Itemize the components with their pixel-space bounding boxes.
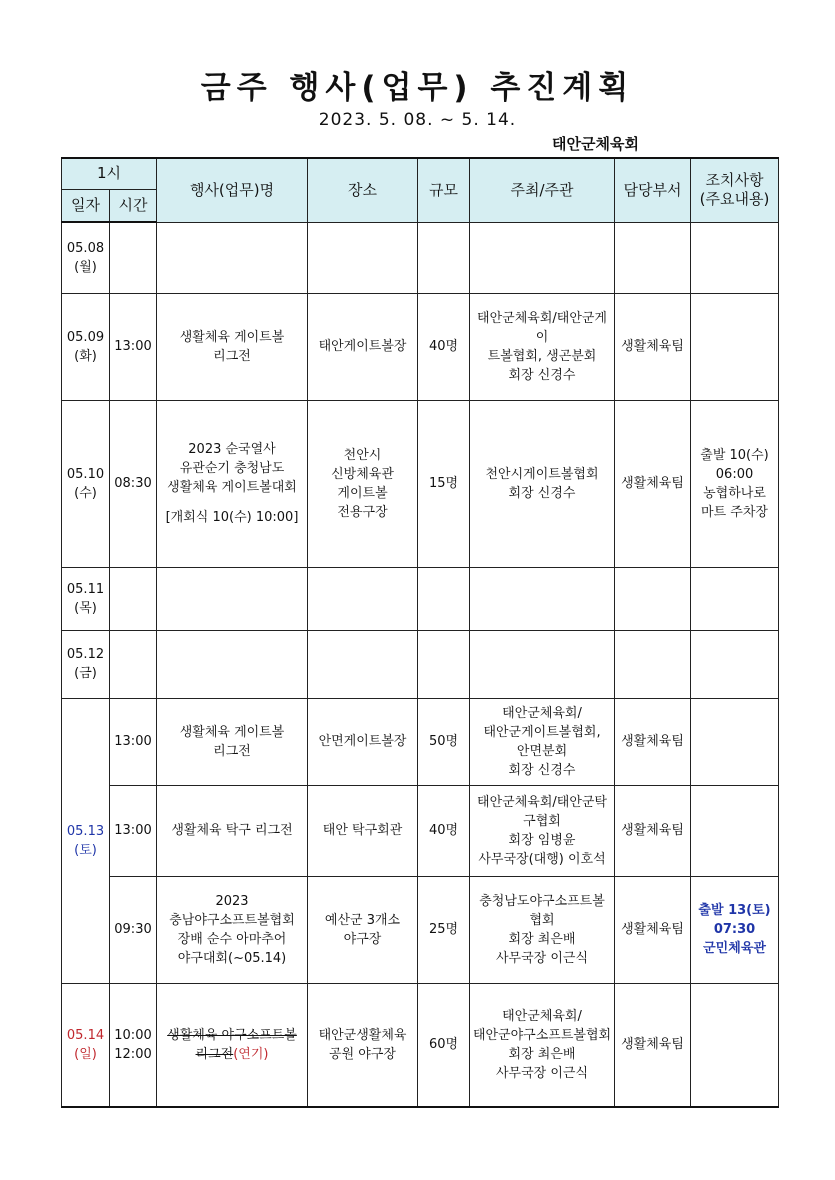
scale-text: 40명: [428, 823, 459, 838]
table-row: [62, 630, 779, 698]
text-line: 천안시게이트볼협회: [485, 466, 599, 482]
scale-cell: [418, 567, 470, 630]
text-line: 신방체육관: [331, 466, 394, 482]
text-line: 생활체육 게이트볼: [179, 329, 285, 345]
day-text: (금): [74, 666, 97, 681]
event-cell: [157, 567, 308, 630]
event-cell: [157, 983, 308, 1107]
text-line: 태안군생활체육: [318, 1027, 407, 1043]
text-line: 태안군게이트볼협회,: [483, 724, 601, 740]
time-text: 09:30: [114, 922, 152, 937]
schedule-table: [61, 157, 779, 1108]
time-text: 13:00: [114, 823, 152, 838]
header-event: 행사(업무)명: [157, 158, 308, 222]
action-cell: [691, 785, 779, 876]
time-text: 10:00: [114, 1027, 152, 1043]
host-cell: [470, 983, 615, 1107]
scale-cell: [418, 400, 470, 567]
date-text: 05.11: [66, 581, 105, 597]
host-cell: [470, 698, 615, 785]
text-line: 태안게이트볼장: [318, 339, 407, 354]
text-line: 생활체육 게이트볼: [179, 724, 285, 740]
text-line: 안면게이트볼장: [318, 734, 407, 749]
host-cell: [470, 293, 615, 400]
text-line: 전용구장: [337, 504, 388, 520]
header-time: 시간: [110, 189, 157, 222]
event-cell: [157, 785, 308, 876]
action-cell: [691, 698, 779, 785]
action-cell: [691, 983, 779, 1107]
event-cell: [157, 698, 308, 785]
day-text: (토): [74, 842, 97, 858]
text-line: 트볼협회, 생곤분회: [487, 348, 597, 364]
time-cell: [110, 293, 157, 400]
scale-text: 40명: [428, 339, 459, 354]
action-cell: [691, 400, 779, 567]
header-host: 주최/주관: [470, 158, 615, 222]
table-row: [62, 983, 779, 1107]
text-line: 농협하나로: [703, 485, 766, 501]
table-row: [62, 698, 779, 785]
scale-cell: [418, 293, 470, 400]
dept-cell: [615, 630, 691, 698]
text-line: 생활체육 탁구 리그전: [171, 823, 293, 838]
event-cell: [157, 630, 308, 698]
dept-text: 생활체육팀: [621, 1037, 684, 1053]
scale-text: 60명: [428, 1037, 459, 1053]
header-place: 장소: [308, 158, 418, 222]
text-line: 협회: [529, 912, 555, 928]
text-line: 사무국장(대행) 이호석: [478, 851, 606, 867]
day-text: (목): [74, 600, 97, 616]
scale-cell: [418, 222, 470, 293]
text-line: 태안군야구소프트볼협회: [472, 1027, 612, 1043]
day-text: (화): [74, 348, 97, 364]
event-cell: [157, 222, 308, 293]
place-cell: [308, 222, 418, 293]
time-cell: [110, 876, 157, 983]
place-cell: [308, 698, 418, 785]
scale-cell: [418, 876, 470, 983]
organization: 태안군체육회: [552, 135, 639, 153]
scale-cell: [418, 698, 470, 785]
text-line: 태안군체육회/태안군탁: [477, 794, 607, 810]
text-line: 게이트볼: [337, 485, 388, 501]
date-cell: [62, 293, 110, 400]
text-line: 생활체육 야구소프트볼: [167, 1027, 297, 1043]
host-cell: [470, 567, 615, 630]
dept-text: 생활체육팀: [621, 476, 684, 491]
table-row: [62, 293, 779, 400]
header-action-line1: 조치사항: [705, 171, 764, 190]
place-cell: [308, 400, 418, 567]
time-cell: [110, 400, 157, 567]
header-scale: 규모: [418, 158, 470, 222]
dept-text: 생활체육팀: [621, 922, 684, 937]
date-text: 05.12: [66, 647, 105, 662]
action-cell: [691, 567, 779, 630]
dept-cell: [615, 222, 691, 293]
date-text: 05.09: [66, 329, 105, 345]
action-cell: [691, 630, 779, 698]
text-line: 마트 주차장: [701, 504, 768, 520]
date-cell: [62, 698, 110, 983]
text-line: 회장 최은배: [508, 931, 576, 947]
scale-cell: [418, 630, 470, 698]
text-line: 07:30: [713, 922, 756, 937]
dept-cell: [615, 876, 691, 983]
text-line: 구협회: [523, 813, 561, 829]
text-line: 안면분회: [516, 743, 568, 759]
text-line: 출발 13(토): [698, 903, 771, 918]
day-text: (수): [74, 485, 97, 501]
scale-cell: [418, 785, 470, 876]
action-cell: [691, 876, 779, 983]
time-end-text: 12:00: [114, 1046, 152, 1062]
dept-cell: [615, 400, 691, 567]
event-suffix: (연기): [233, 1046, 269, 1062]
table-row: [62, 785, 779, 876]
scale-text: 50명: [428, 734, 459, 749]
action-cell: [691, 222, 779, 293]
dept-cell: [615, 785, 691, 876]
dept-text: 생활체육팀: [621, 339, 684, 354]
date-cell: [62, 567, 110, 630]
date-text: 05.10: [66, 466, 105, 482]
place-cell: [308, 876, 418, 983]
time-cell: [110, 567, 157, 630]
date-text: 05.14: [66, 1027, 105, 1043]
text-line: 회장 최은배: [508, 1046, 576, 1062]
table-row: [62, 567, 779, 630]
time-text: 08:30: [114, 476, 152, 491]
time-cell: [110, 698, 157, 785]
time-cell: [110, 983, 157, 1107]
place-cell: [308, 983, 418, 1107]
text-line: 충청남도야구소프트볼: [479, 893, 605, 909]
action-cell: [691, 293, 779, 400]
text-line: 사무국장 이근식: [495, 950, 589, 966]
text-line: 야구대회(~05.14): [177, 950, 287, 966]
header-action: [691, 158, 779, 222]
date-cell: [62, 222, 110, 293]
place-cell: [308, 293, 418, 400]
text-line: 태안 탁구회관: [322, 823, 403, 838]
time-cell: [110, 630, 157, 698]
date-text: 05.08: [66, 240, 105, 256]
dept-cell: [615, 293, 691, 400]
scale-text: 25명: [428, 922, 459, 937]
text-line: 장배 순수 아마추어: [177, 931, 287, 947]
text-line: 06:00: [715, 466, 754, 482]
page-title: 금주 행사(업무) 추진계획: [200, 70, 635, 106]
header-date: 일자: [62, 189, 110, 222]
scale-text: 15명: [428, 476, 459, 491]
text-line: 사무국장 이근식: [495, 1065, 589, 1081]
text-line: 태안군체육회/: [502, 705, 582, 721]
text-line: 회장 신경수: [508, 762, 576, 778]
host-cell: [470, 876, 615, 983]
text-line: 태안군체육회/태안군게이: [477, 310, 607, 345]
dept-cell: [615, 698, 691, 785]
dept-cell: [615, 567, 691, 630]
time-text: 13:00: [114, 734, 152, 749]
table-row: [62, 222, 779, 293]
text-line: 회장 신경수: [508, 367, 576, 383]
day-text: (월): [74, 259, 97, 275]
table-row: [62, 400, 779, 567]
day-text: (일): [74, 1046, 97, 1062]
event-cell: [157, 293, 308, 400]
table-row: [62, 876, 779, 983]
time-text: 13:00: [114, 339, 152, 354]
text-line: 리그전: [195, 1046, 234, 1062]
header-dept: 담당부서: [615, 158, 691, 222]
host-cell: [470, 222, 615, 293]
text-line: 충남야구소프트볼협회: [169, 912, 295, 928]
place-cell: [308, 630, 418, 698]
text-line: 회장 신경수: [508, 485, 576, 501]
date-text: 05.13: [66, 823, 105, 839]
header-action-line2: (주요내용): [699, 190, 770, 209]
period: 2023. 5. 08. ~ 5. 14.: [318, 110, 517, 130]
event-cell: [157, 400, 308, 567]
date-cell: [62, 630, 110, 698]
time-cell: [110, 222, 157, 293]
date-cell: [62, 983, 110, 1107]
text-line: 출발 10(수): [700, 447, 769, 463]
text-line: 유관순기 충청남도: [179, 461, 285, 476]
text-line: 태안군체육회/: [502, 1008, 582, 1024]
dept-text: 생활체육팀: [621, 734, 684, 749]
scale-cell: [418, 983, 470, 1107]
text-line: 2023: [215, 893, 249, 909]
place-cell: [308, 567, 418, 630]
dept-cell: [615, 983, 691, 1107]
text-line: 공원 야구장: [329, 1046, 396, 1062]
text-line: 2023 순국열사: [188, 442, 276, 457]
dept-text: 생활체육팀: [621, 823, 684, 838]
date-cell: [62, 400, 110, 567]
text-line: 군민체육관: [703, 941, 766, 956]
event-cell: [157, 876, 308, 983]
text-line: 예산군 3개소: [324, 912, 401, 928]
place-cell: [308, 785, 418, 876]
time-cell: [110, 785, 157, 876]
header-group: 1시: [62, 158, 157, 189]
event-note: [개회식 10(수) 10:00]: [165, 510, 299, 525]
text-line: 리그전: [213, 348, 251, 364]
text-line: 생활체육 게이트볼대회: [167, 480, 297, 495]
text-line: 야구장: [343, 931, 382, 947]
text-line: 천안시: [343, 447, 382, 463]
host-cell: [470, 630, 615, 698]
host-cell: [470, 785, 615, 876]
host-cell: [470, 400, 615, 567]
text-line: 리그전: [213, 743, 251, 759]
text-line: 회장 임병윤: [508, 832, 576, 848]
